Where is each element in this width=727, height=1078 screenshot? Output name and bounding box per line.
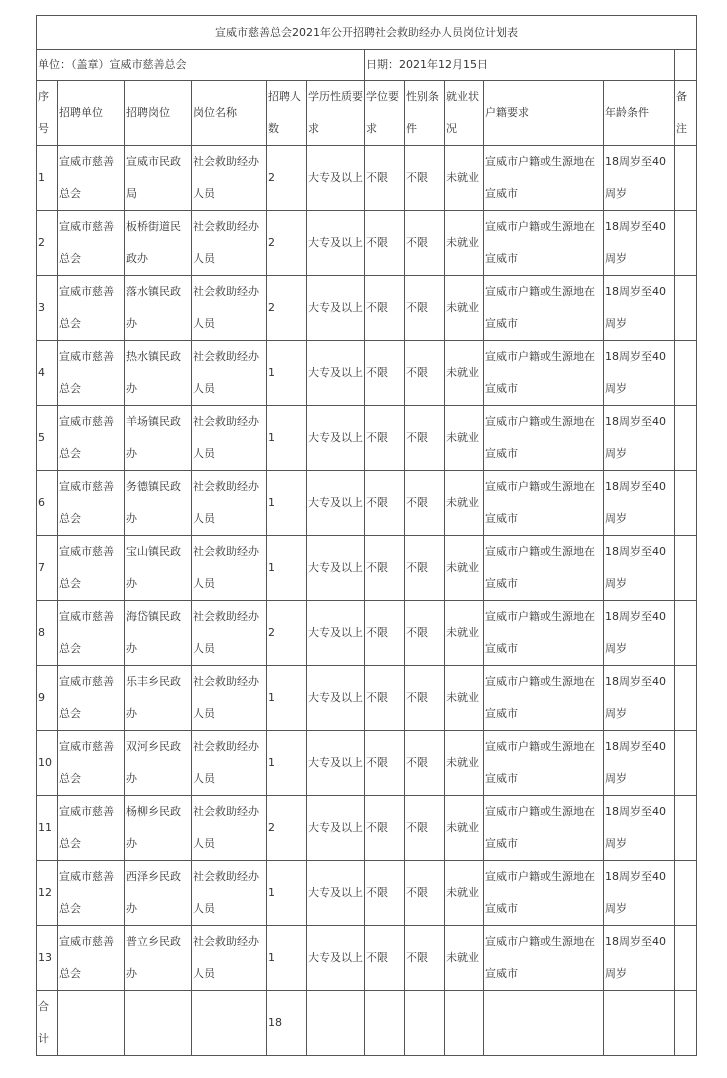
recruiting-unit-cell: 宣威市慈善总会 [58, 276, 125, 341]
age-cell: 18周岁至40周岁 [604, 666, 675, 731]
header-cell: 岗位名称 [192, 81, 267, 146]
hukou-cell: 宣威市户籍或生源地在宣威市 [484, 471, 604, 536]
hukou-cell: 宣威市户籍或生源地在宣威市 [484, 731, 604, 796]
headcount-cell: 2 [267, 601, 307, 666]
recruiting-post-cell: 宣威市民政局 [125, 146, 192, 211]
degree-cell: 不限 [365, 666, 405, 731]
headcount-cell: 1 [267, 861, 307, 926]
note-cell [675, 211, 697, 276]
note-cell [675, 796, 697, 861]
hukou-cell: 宣威市户籍或生源地在宣威市 [484, 341, 604, 406]
unit-label: 单位：（盖章）宣威市慈善总会 [37, 50, 365, 81]
header-cell: 学历性质要求 [307, 81, 365, 146]
education-cell: 大专及以上 [307, 146, 365, 211]
degree-cell: 不限 [365, 796, 405, 861]
headcount-cell: 2 [267, 146, 307, 211]
gender-cell: 不限 [405, 211, 445, 276]
education-cell: 大专及以上 [307, 536, 365, 601]
recruiting-post-cell: 务德镇民政办 [125, 471, 192, 536]
total-blank-cell [125, 991, 192, 1056]
hukou-cell: 宣威市户籍或生源地在宣威市 [484, 146, 604, 211]
table-row [37, 341, 697, 406]
employment-cell: 未就业 [445, 666, 484, 731]
age-cell: 18周岁至40周岁 [604, 601, 675, 666]
age-cell: 18周岁至40周岁 [604, 861, 675, 926]
note-cell [675, 926, 697, 991]
note-cell [675, 666, 697, 731]
post-title-cell: 社会救助经办人员 [192, 731, 267, 796]
recruiting-unit-cell: 宣威市慈善总会 [58, 341, 125, 406]
hukou-cell: 宣威市户籍或生源地在宣威市 [484, 276, 604, 341]
employment-cell: 未就业 [445, 731, 484, 796]
education-cell: 大专及以上 [307, 731, 365, 796]
degree-cell: 不限 [365, 861, 405, 926]
note-cell [675, 146, 697, 211]
unit-row-blank-cell [675, 50, 697, 81]
age-cell: 18周岁至40周岁 [604, 796, 675, 861]
recruiting-unit-cell: 宣威市慈善总会 [58, 146, 125, 211]
table-row [37, 406, 697, 471]
total-blank-cell [365, 991, 405, 1056]
degree-cell: 不限 [365, 471, 405, 536]
age-cell: 18周岁至40周岁 [604, 341, 675, 406]
table-row [37, 146, 697, 211]
headcount-cell: 1 [267, 406, 307, 471]
education-cell: 大专及以上 [307, 926, 365, 991]
age-cell: 18周岁至40周岁 [604, 406, 675, 471]
recruiting-unit-cell: 宣威市慈善总会 [58, 471, 125, 536]
headcount-cell: 2 [267, 211, 307, 276]
age-cell: 18周岁至40周岁 [604, 471, 675, 536]
education-cell: 大专及以上 [307, 601, 365, 666]
headcount-cell: 2 [267, 796, 307, 861]
gender-cell: 不限 [405, 666, 445, 731]
recruiting-unit-cell: 宣威市慈善总会 [58, 861, 125, 926]
total-blank-cell [445, 991, 484, 1056]
hukou-cell: 宣威市户籍或生源地在宣威市 [484, 796, 604, 861]
gender-cell: 不限 [405, 861, 445, 926]
note-cell [675, 601, 697, 666]
table-row [37, 471, 697, 536]
education-cell: 大专及以上 [307, 666, 365, 731]
header-row [37, 81, 697, 146]
hukou-cell: 宣威市户籍或生源地在宣威市 [484, 211, 604, 276]
education-cell: 大专及以上 [307, 406, 365, 471]
recruiting-post-cell: 乐丰乡民政办 [125, 666, 192, 731]
post-title-cell: 社会救助经办人员 [192, 341, 267, 406]
degree-cell: 不限 [365, 731, 405, 796]
recruiting-unit-cell: 宣威市慈善总会 [58, 731, 125, 796]
table-row [37, 796, 697, 861]
recruiting-unit-cell: 宣威市慈善总会 [58, 211, 125, 276]
recruiting-post-cell: 普立乡民政办 [125, 926, 192, 991]
gender-cell: 不限 [405, 926, 445, 991]
date-label: 日期：2021年12月15日 [365, 50, 675, 81]
gender-cell: 不限 [405, 601, 445, 666]
employment-cell: 未就业 [445, 406, 484, 471]
education-cell: 大专及以上 [307, 276, 365, 341]
age-cell: 18周岁至40周岁 [604, 146, 675, 211]
post-title-cell: 社会救助经办人员 [192, 536, 267, 601]
row-number-cell: 7 [37, 536, 58, 601]
row-number-cell: 10 [37, 731, 58, 796]
degree-cell: 不限 [365, 536, 405, 601]
title-row [37, 16, 697, 50]
row-number-cell: 6 [37, 471, 58, 536]
recruiting-post-cell: 西泽乡民政办 [125, 861, 192, 926]
note-cell [675, 471, 697, 536]
note-cell [675, 861, 697, 926]
education-cell: 大专及以上 [307, 471, 365, 536]
post-title-cell: 社会救助经办人员 [192, 601, 267, 666]
degree-cell: 不限 [365, 406, 405, 471]
hukou-cell: 宣威市户籍或生源地在宣威市 [484, 861, 604, 926]
degree-cell: 不限 [365, 146, 405, 211]
hukou-cell: 宣威市户籍或生源地在宣威市 [484, 536, 604, 601]
total-row [37, 991, 697, 1056]
table-row [37, 926, 697, 991]
total-blank-cell [675, 991, 697, 1056]
post-title-cell: 社会救助经办人员 [192, 861, 267, 926]
headcount-cell: 1 [267, 536, 307, 601]
post-title-cell: 社会救助经办人员 [192, 666, 267, 731]
note-cell [675, 731, 697, 796]
recruiting-unit-cell: 宣威市慈善总会 [58, 601, 125, 666]
employment-cell: 未就业 [445, 796, 484, 861]
employment-cell: 未就业 [445, 146, 484, 211]
row-number-cell: 5 [37, 406, 58, 471]
header-cell: 年龄条件 [604, 81, 675, 146]
note-cell [675, 406, 697, 471]
hukou-cell: 宣威市户籍或生源地在宣威市 [484, 406, 604, 471]
header-cell: 备注 [675, 81, 697, 146]
row-number-cell: 1 [37, 146, 58, 211]
degree-cell: 不限 [365, 211, 405, 276]
table-row [37, 276, 697, 341]
table-row [37, 536, 697, 601]
row-number-cell: 2 [37, 211, 58, 276]
header-cell: 就业状况 [445, 81, 484, 146]
degree-cell: 不限 [365, 926, 405, 991]
table-row [37, 666, 697, 731]
degree-cell: 不限 [365, 601, 405, 666]
gender-cell: 不限 [405, 341, 445, 406]
gender-cell: 不限 [405, 796, 445, 861]
employment-cell: 未就业 [445, 211, 484, 276]
post-title-cell: 社会救助经办人员 [192, 406, 267, 471]
employment-cell: 未就业 [445, 471, 484, 536]
gender-cell: 不限 [405, 536, 445, 601]
education-cell: 大专及以上 [307, 341, 365, 406]
age-cell: 18周岁至40周岁 [604, 926, 675, 991]
headcount-cell: 1 [267, 926, 307, 991]
headcount-cell: 1 [267, 471, 307, 536]
gender-cell: 不限 [405, 146, 445, 211]
recruiting-post-cell: 羊场镇民政办 [125, 406, 192, 471]
row-number-cell: 8 [37, 601, 58, 666]
table-row [37, 211, 697, 276]
row-number-cell: 13 [37, 926, 58, 991]
header-cell: 招聘人数 [267, 81, 307, 146]
total-count: 18 [267, 991, 307, 1056]
employment-cell: 未就业 [445, 341, 484, 406]
row-number-cell: 3 [37, 276, 58, 341]
unit-date-row [37, 50, 697, 81]
hukou-cell: 宣威市户籍或生源地在宣威市 [484, 666, 604, 731]
row-number-cell: 9 [37, 666, 58, 731]
table-row [37, 601, 697, 666]
table-row [37, 861, 697, 926]
recruiting-post-cell: 双河乡民政办 [125, 731, 192, 796]
header-cell: 性别条件 [405, 81, 445, 146]
recruiting-unit-cell: 宣威市慈善总会 [58, 666, 125, 731]
total-blank-cell [192, 991, 267, 1056]
education-cell: 大专及以上 [307, 861, 365, 926]
employment-cell: 未就业 [445, 276, 484, 341]
recruiting-unit-cell: 宣威市慈善总会 [58, 926, 125, 991]
gender-cell: 不限 [405, 406, 445, 471]
table-row [37, 731, 697, 796]
header-cell: 招聘单位 [58, 81, 125, 146]
note-cell [675, 341, 697, 406]
employment-cell: 未就业 [445, 861, 484, 926]
recruiting-post-cell: 海岱镇民政办 [125, 601, 192, 666]
headcount-cell: 1 [267, 341, 307, 406]
employment-cell: 未就业 [445, 926, 484, 991]
row-number-cell: 12 [37, 861, 58, 926]
row-number-cell: 11 [37, 796, 58, 861]
note-cell [675, 536, 697, 601]
hukou-cell: 宣威市户籍或生源地在宣威市 [484, 926, 604, 991]
total-blank-cell [58, 991, 125, 1056]
total-label: 合计 [37, 991, 58, 1056]
post-title-cell: 社会救助经办人员 [192, 211, 267, 276]
post-title-cell: 社会救助经办人员 [192, 926, 267, 991]
gender-cell: 不限 [405, 731, 445, 796]
recruiting-post-cell: 杨柳乡民政办 [125, 796, 192, 861]
header-cell: 招聘岗位 [125, 81, 192, 146]
post-title-cell: 社会救助经办人员 [192, 796, 267, 861]
employment-cell: 未就业 [445, 601, 484, 666]
post-title-cell: 社会救助经办人员 [192, 146, 267, 211]
gender-cell: 不限 [405, 471, 445, 536]
headcount-cell: 2 [267, 276, 307, 341]
education-cell: 大专及以上 [307, 211, 365, 276]
row-number-cell: 4 [37, 341, 58, 406]
header-cell: 学位要求 [365, 81, 405, 146]
degree-cell: 不限 [365, 341, 405, 406]
gender-cell: 不限 [405, 276, 445, 341]
age-cell: 18周岁至40周岁 [604, 211, 675, 276]
total-blank-cell [405, 991, 445, 1056]
table-title: 宣威市慈善总会2021年公开招聘社会救助经办人员岗位计划表 [37, 16, 697, 50]
recruitment-plan-table [36, 15, 697, 1056]
total-blank-cell [307, 991, 365, 1056]
recruiting-post-cell: 热水镇民政办 [125, 341, 192, 406]
hukou-cell: 宣威市户籍或生源地在宣威市 [484, 601, 604, 666]
post-title-cell: 社会救助经办人员 [192, 471, 267, 536]
age-cell: 18周岁至40周岁 [604, 731, 675, 796]
age-cell: 18周岁至40周岁 [604, 536, 675, 601]
recruiting-post-cell: 落水镇民政办 [125, 276, 192, 341]
recruiting-unit-cell: 宣威市慈善总会 [58, 796, 125, 861]
recruiting-post-cell: 板桥街道民政办 [125, 211, 192, 276]
recruiting-unit-cell: 宣威市慈善总会 [58, 406, 125, 471]
headcount-cell: 1 [267, 731, 307, 796]
header-cell: 序号 [37, 81, 58, 146]
post-title-cell: 社会救助经办人员 [192, 276, 267, 341]
recruiting-unit-cell: 宣威市慈善总会 [58, 536, 125, 601]
headcount-cell: 1 [267, 666, 307, 731]
employment-cell: 未就业 [445, 536, 484, 601]
note-cell [675, 276, 697, 341]
recruiting-post-cell: 宝山镇民政办 [125, 536, 192, 601]
education-cell: 大专及以上 [307, 796, 365, 861]
total-blank-cell [484, 991, 604, 1056]
degree-cell: 不限 [365, 276, 405, 341]
age-cell: 18周岁至40周岁 [604, 276, 675, 341]
header-cell: 户籍要求 [484, 81, 604, 146]
total-blank-cell [604, 991, 675, 1056]
